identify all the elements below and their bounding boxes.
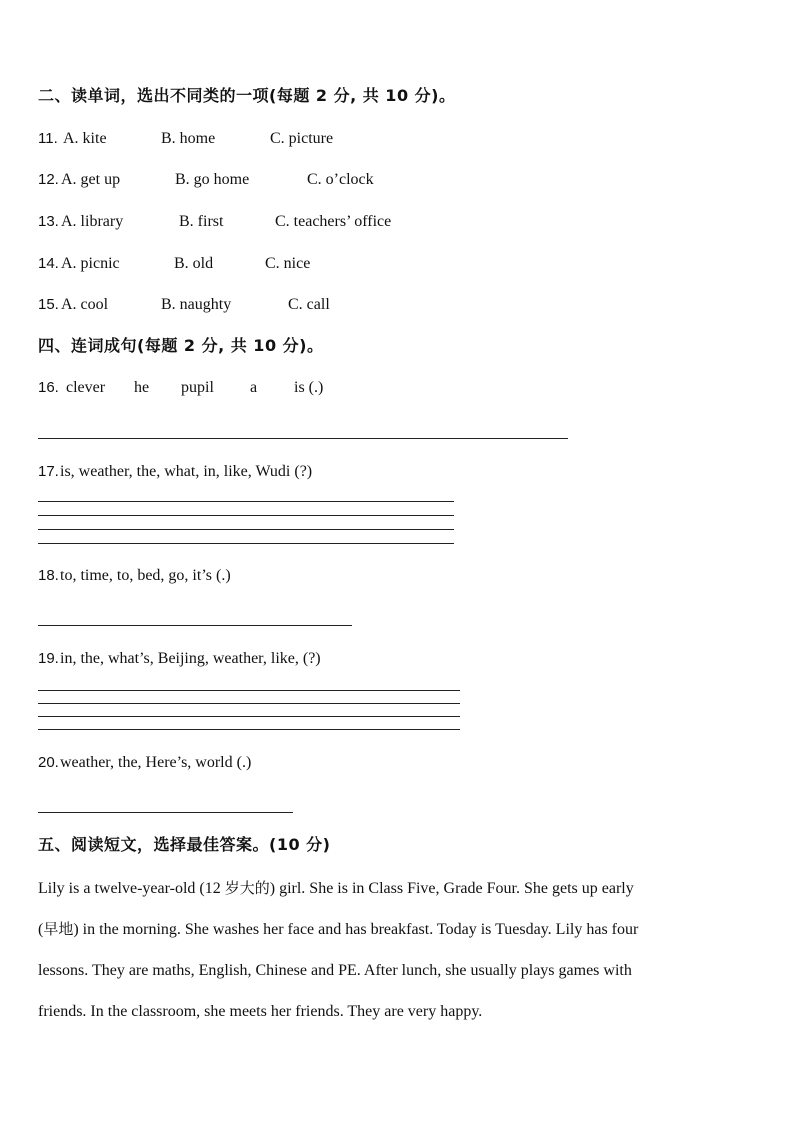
answer-line[interactable] xyxy=(38,515,454,516)
option-b: B. go home xyxy=(175,171,250,188)
answer-line[interactable] xyxy=(38,729,460,730)
option-b: B. home xyxy=(161,130,216,147)
option-c: C. o’clock xyxy=(307,171,374,188)
passage-chinese-gloss: 早地 xyxy=(43,920,74,938)
question-number: 13. xyxy=(38,213,59,230)
passage-line-4: friends. In the classroom, she meets her friends. They are very happy. xyxy=(38,1003,483,1020)
option-b: B. first xyxy=(179,213,224,230)
word: he xyxy=(134,379,150,396)
option-b: B. naughty xyxy=(161,296,232,313)
answer-line[interactable] xyxy=(38,703,460,704)
answer-line[interactable] xyxy=(38,625,352,626)
question-number: 14. xyxy=(38,255,59,272)
passage-line-1 xyxy=(38,878,634,899)
passage-line-3: lessons. They are maths, English, Chinese and PE. After lunch, she usually plays games with xyxy=(38,962,632,979)
option-a: A. get up xyxy=(61,171,121,188)
passage-text: ) girl. She is in Class Five, Grade Four. She gets up early xyxy=(269,880,634,897)
option-c: C. picture xyxy=(270,130,334,147)
passage-chinese-gloss: 岁大的 xyxy=(224,879,270,897)
question-number: 16. xyxy=(38,379,59,396)
answer-line[interactable] xyxy=(38,812,293,813)
section-4-title: 四、连词成句(每题 2 分, 共 10 分)。 xyxy=(38,336,324,355)
word: is (.) xyxy=(294,379,324,396)
answer-line[interactable] xyxy=(38,529,454,530)
option-a: A. library xyxy=(61,213,124,230)
question-number: 12. xyxy=(38,171,59,188)
section-5-title: 五、阅读短文，选择最佳答案。(10 分) xyxy=(38,835,331,854)
option-c: C. teachers’ office xyxy=(275,213,392,230)
passage-line-2 xyxy=(38,919,638,940)
answer-line[interactable] xyxy=(38,690,460,691)
question-words: is, weather, the, what, in, like, Wudi (?) xyxy=(60,463,313,480)
question-words: to, time, to, bed, go, it’s (.) xyxy=(60,567,231,584)
passage-text: ) in the morning. She washes her face and has breakfast. Today is Tuesday. Lily has four xyxy=(73,921,639,938)
answer-line[interactable] xyxy=(38,438,568,439)
answer-line[interactable] xyxy=(38,716,460,717)
word: clever xyxy=(66,379,106,396)
option-a: A. cool xyxy=(61,296,109,313)
passage-text: ( xyxy=(38,921,44,938)
question-words: weather, the, Here’s, world (.) xyxy=(60,754,252,771)
passage-text: Lily is a twelve-year-old (12 xyxy=(38,880,225,897)
question-number: 17. xyxy=(38,463,59,480)
option-a: A. kite xyxy=(63,130,107,147)
question-number: 19. xyxy=(38,650,59,667)
answer-line[interactable] xyxy=(38,501,454,502)
section-2-title: 二、读单词，选出不同类的一项(每题 2 分, 共 10 分)。 xyxy=(38,86,456,105)
question-number: 11. xyxy=(38,130,58,147)
question-number: 20. xyxy=(38,754,59,771)
question-number: 15. xyxy=(38,296,59,313)
option-a: A. picnic xyxy=(61,255,120,272)
option-c: C. nice xyxy=(265,255,311,272)
answer-line[interactable] xyxy=(38,543,454,544)
question-words: in, the, what’s, Beijing, weather, like, (?) xyxy=(60,650,321,667)
option-c: C. call xyxy=(288,296,330,313)
question-number: 18. xyxy=(38,567,59,584)
option-b: B. old xyxy=(174,255,214,272)
word: pupil xyxy=(181,379,214,396)
word: a xyxy=(250,379,258,396)
